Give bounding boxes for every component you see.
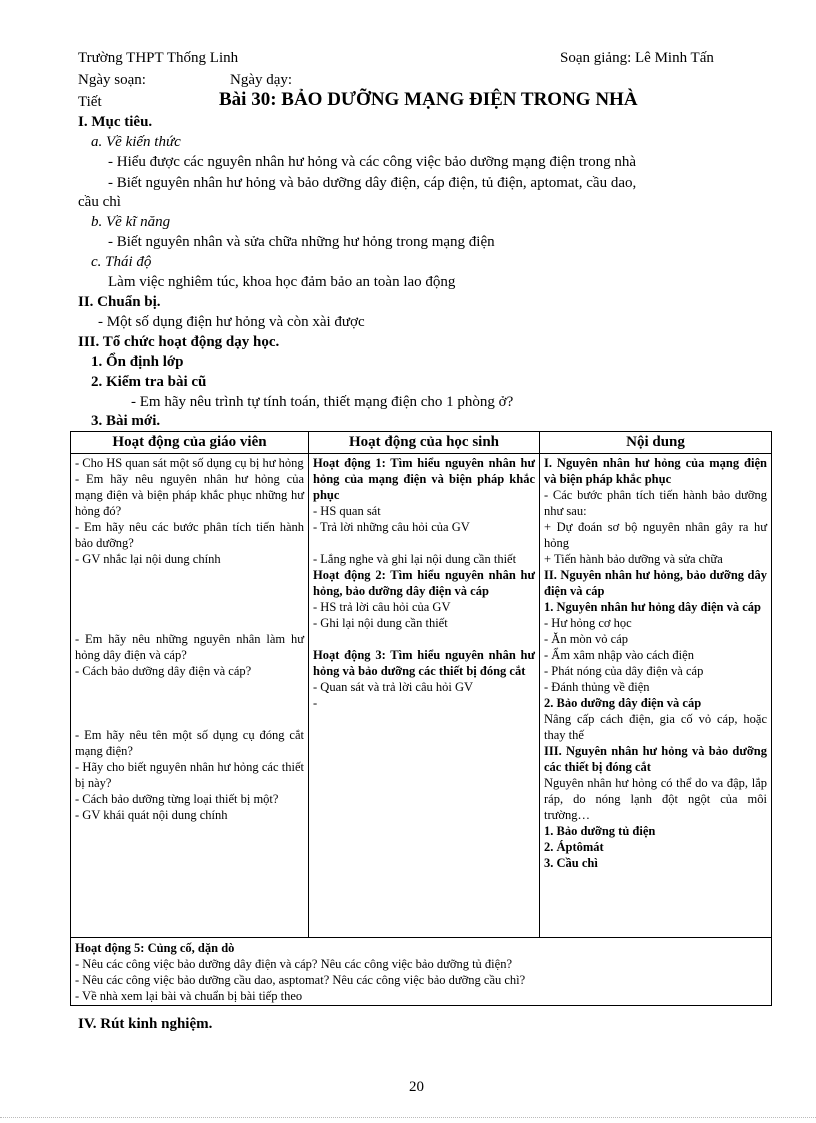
knowledge-heading: a. Về kiến thức — [91, 134, 181, 150]
knowledge-item-2: - Biết nguyên nhân hư hỏng và bảo dưỡng dây điện, cáp điện, tủ điện, aptomat, cầu dao, — [108, 175, 637, 191]
step-1: 1. Ổn định lớp — [91, 354, 184, 370]
step-3: 3. Bài mới. — [91, 413, 161, 429]
teacher-item: - Cách bảo dưỡng dây điện và cáp? — [75, 664, 252, 678]
skill-heading: b. Về kĩ năng — [91, 214, 171, 230]
content-item: - Ăn mòn vỏ cáp — [544, 632, 629, 646]
header-student: Hoạt động của học sinh — [309, 432, 540, 454]
activity-3-heading: Hoạt động 3: Tìm hiểu nguyên nhân hư hỏng và bảo dưỡng các thiết bị đóng cắt — [313, 648, 535, 678]
objectives-heading: I. Mục tiêu. — [78, 114, 153, 130]
student-item: - Quan sát và trả lời câu hỏi GV — [313, 680, 474, 694]
lesson-title: Bài 30: BẢO DƯỠNG MẠNG ĐIỆN TRONG NHÀ — [219, 89, 638, 110]
student-item: - Trả lời những câu hỏi của GV — [313, 520, 470, 534]
teach-date: Ngày dạy: — [230, 72, 293, 88]
content-item: Nâng cấp cách điện, gia cố vỏ cáp, hoặc thay thế — [544, 712, 767, 742]
content-column — [540, 454, 772, 938]
content-item: - Hư hỏng cơ học — [544, 616, 632, 630]
lesson-table — [70, 431, 772, 1006]
activity-1-heading: Hoạt động 1: Tìm hiểu nguyên nhân hư hỏng của mạng điện và biện pháp khắc phục — [313, 456, 535, 502]
teacher-item: - Hãy cho biết nguyên nhân hư hỏng các thiết bị này? — [75, 760, 304, 790]
organization-heading: III. Tổ chức hoạt động dạy học. — [78, 334, 280, 350]
attitude-item-1: Làm việc nghiêm túc, khoa học đảm bảo an toàn lao động — [108, 274, 456, 290]
content-item: - Ẩm xâm nhập vào cách điện — [544, 648, 694, 662]
student-column — [309, 454, 540, 938]
consolidation-item: - Nêu các công việc bảo dưỡng cầu dao, asptomat? Nêu các công việc bảo dưỡng cầu chì? — [75, 973, 526, 987]
teacher-item: - Cách bảo dưỡng từng loại thiết bị một? — [75, 792, 279, 806]
student-item: - Ghi lại nội dung cần thiết — [313, 616, 448, 630]
skill-item-1: - Biết nguyên nhân và sửa chữa những hư hỏng trong mạng điện — [108, 234, 495, 250]
consolidation-cell — [71, 938, 772, 1006]
content-subheading: 1. Bảo dưỡng tủ điện — [544, 824, 656, 838]
teacher-item: - Em hãy nêu tên một số dụng cụ đóng cắt mạng điện? — [75, 728, 304, 758]
content-heading: III. Nguyên nhân hư hỏng và bảo dưỡng các thiết bị đóng cắt — [544, 744, 767, 774]
table-header-row — [71, 432, 772, 454]
school-name: Trường THPT Thống Linh — [78, 50, 239, 66]
content-item: - Phát nóng của dây điện và cáp — [544, 664, 704, 678]
teacher-item: - GV khái quát nội dung chính — [75, 808, 228, 822]
knowledge-item-2-cont: cầu chì — [78, 194, 121, 210]
content-heading: I. Nguyên nhân hư hỏng của mạng điện và biện pháp khắc phục — [544, 456, 767, 486]
table-body-row — [71, 454, 772, 938]
consolidation-item: - Về nhà xem lại bài và chuẩn bị bài tiếp theo — [75, 989, 303, 1003]
student-item: - HS quan sát — [313, 504, 381, 518]
content-item: + Dự đoán sơ bộ nguyên nhân gây ra hư hỏng — [544, 520, 767, 550]
page-number: 20 — [409, 1079, 424, 1095]
teacher-item: - Em hãy nêu các bước phân tích tiến hành bảo dưỡng? — [75, 520, 304, 550]
preparation-heading: II. Chuẩn bị. — [78, 294, 161, 310]
table-footer-row — [71, 938, 772, 1006]
content-subheading: 2. Áptômát — [544, 840, 604, 854]
content-item: + Tiến hành bảo dưỡng và sửa chữa — [544, 552, 723, 566]
page-bottom-divider — [0, 1117, 816, 1118]
consolidation-item: - Nêu các công việc bảo dưỡng dây điện và cáp? Nêu các công việc bảo dưỡng tủ điện? — [75, 957, 513, 971]
prep-date: Ngày soạn: — [78, 72, 146, 88]
preparation-item: - Một số dụng điện hư hỏng và còn xài được — [98, 314, 365, 330]
attitude-heading: c. Thái độ — [91, 254, 152, 270]
content-item: - Các bước phân tích tiến hành bảo dưỡng như sau: — [544, 488, 767, 518]
teacher-item: - Cho HS quan sát một số dụng cụ bị hư hỏng — [75, 456, 304, 470]
teacher-item: - GV nhắc lại nội dung chính — [75, 552, 221, 566]
step-2: 2. Kiểm tra bài cũ — [91, 374, 207, 390]
content-subheading: 2. Bảo dưỡng dây điện và cáp — [544, 696, 702, 710]
teacher-item: - Em hãy nêu nguyên nhân hư hỏng của mạng điện và biện pháp khắc phục những hư hỏng đó? — [75, 472, 304, 518]
author: Soạn giảng: Lê Minh Tấn — [560, 50, 714, 66]
header-teacher: Hoạt động của giáo viên — [71, 432, 309, 454]
content-heading: II. Nguyên nhân hư hỏng, bảo dưỡng dây điện và cáp — [544, 568, 767, 598]
content-subheading: 1. Nguyên nhân hư hỏng dây điện và cáp — [544, 600, 761, 614]
knowledge-item-1: - Hiểu được các nguyên nhân hư hỏng và các công việc bảo dưỡng mạng điện trong nhà — [108, 154, 637, 170]
step-2-question: - Em hãy nêu trình tự tính toán, thiết mạng điện cho 1 phòng ở? — [131, 394, 514, 410]
student-item: - — [313, 696, 318, 710]
activity-2-heading: Hoạt động 2: Tìm hiểu nguyên nhân hư hỏng, bảo dưỡng dây điện và cáp — [313, 568, 535, 598]
student-item: - Lắng nghe và ghi lại nội dung cần thiết — [313, 552, 517, 566]
period-label: Tiết — [78, 94, 102, 110]
consolidation-heading: Hoạt động 5: Củng cố, dặn dò — [75, 941, 235, 955]
teacher-column — [71, 454, 309, 938]
header-content: Nội dung — [540, 432, 772, 454]
content-item: - Đánh thủng về điện — [544, 680, 650, 694]
student-item: - HS trả lời câu hỏi của GV — [313, 600, 451, 614]
experience-heading: IV. Rút kinh nghiệm. — [78, 1016, 213, 1032]
teacher-item: - Em hãy nêu những nguyên nhân làm hư hỏng dây điện và cáp? — [75, 632, 304, 662]
content-subheading: 3. Cầu chì — [544, 856, 598, 870]
content-item: Nguyên nhân hư hỏng có thể do va đập, lắp ráp, do nóng lạnh đột ngột của môi trường… — [544, 776, 767, 822]
